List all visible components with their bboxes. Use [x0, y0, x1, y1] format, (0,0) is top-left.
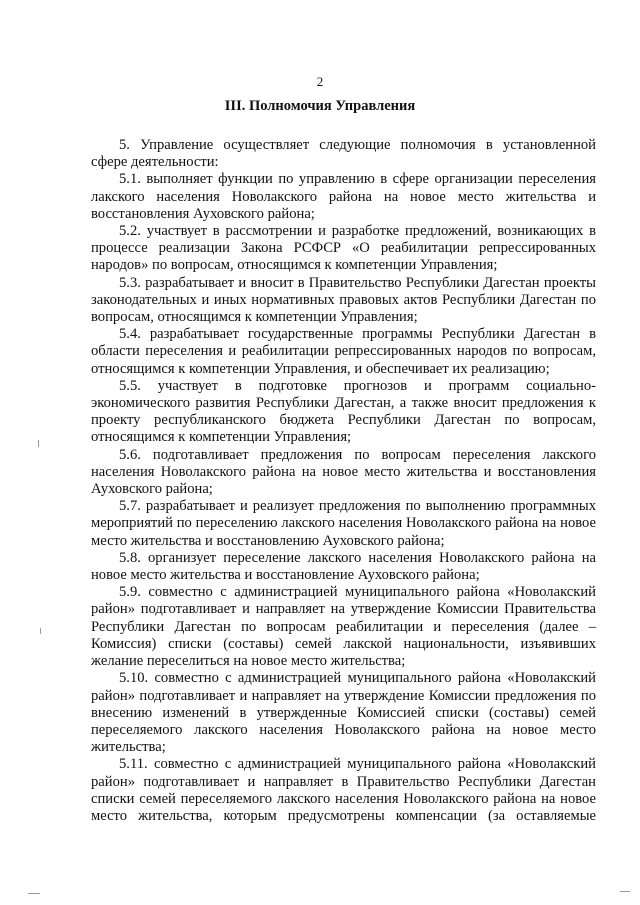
paragraph-5-4: 5.4. разрабатывает государственные программы Республики Дагестан в области переселения и реабилитации репрессированных народов по вопросам, относящимся к компетенции Управления, и обеспечивает их реализацию; — [91, 326, 596, 377]
paragraph-5-11: 5.11. совместно с администрацией муниципального района «Новолакский район» подготавливает и направляет в Правительство Республики Дагестан списки семей переселяемого лакского населения Новолакского района на новое место жительства, которым предусмотрены компенсации (за оставляемые — [91, 756, 596, 824]
scan-speck — [38, 440, 39, 447]
scan-edge-mark — [620, 891, 630, 892]
document-body — [91, 137, 596, 825]
paragraph-5-7: 5.7. разрабатывает и реализует предложения по выполнению программных мероприятий по переселению лакского населения Новолакского района на новое место жительства и восстановлению Ауховского района; — [91, 498, 596, 549]
paragraph-5-1: 5.1. выполняет функции по управлению в сфере организации переселения лакского населения Новолакского района на новое место жительства и восстановления Ауховского района; — [91, 171, 596, 222]
paragraph-5: 5. Управление осуществляет следующие полномочия в установленной сфере деятельности: — [91, 137, 596, 171]
scan-edge-mark — [28, 893, 40, 894]
page-number: 2 — [316, 74, 324, 89]
paragraph-5-2: 5.2. участвует в рассмотрении и разработке предложений, возникающих в процессе реализации Закона РСФСР «О реабилитации репрессированных народов» по вопросам, относящимся к компетенции Управления; — [91, 223, 596, 274]
paragraph-5-8: 5.8. организует переселение лакского населения Новолакского района на новое место жительства и восстановление Ауховского района; — [91, 549, 596, 584]
paragraph-5-5: 5.5. участвует в подготовке прогнозов и программ социально-экономического развития Республики Дагестан, а также вносит предложения к проекту республиканского бюджета Республики Дагестан по вопросам, относящимся к компетенции Управления; — [91, 377, 596, 446]
paragraph-5-10: 5.10. совместно с администрацией муниципального района «Новолакский район» подготавливает и направляет на утверждение Комиссии предложения по внесению изменений в утвержденные Комиссией списки (составы) семей переселяемого лакского населения Новолакского района на новое место жительства; — [91, 670, 596, 756]
paragraph-5-6: 5.6. подготавливает предложения по вопросам переселения лакского населения Новолакского района на новое место жительства и восстановления Ауховского района; — [91, 446, 596, 498]
scan-speck — [40, 628, 41, 634]
section-title: III. Полномочия Управления — [224, 98, 416, 114]
paragraph-5-3: 5.3. разрабатывает и вносит в Правительство Республики Дагестан проекты законодательных и иных нормативных правовых актов Республики Дагестан по вопросам, относящимся к компетенции Управления; — [91, 274, 596, 326]
paragraph-5-9: 5.9. совместно с администрацией муниципального района «Новолакский район» подготавливает и направляет на утверждение Комиссии Правительства Республики Дагестан по вопросам реабилитации и переселения (далее – Комиссия) списки (составы) семей лакской национальности, изъявивших желание переселиться на новое место жительства; — [91, 584, 596, 670]
